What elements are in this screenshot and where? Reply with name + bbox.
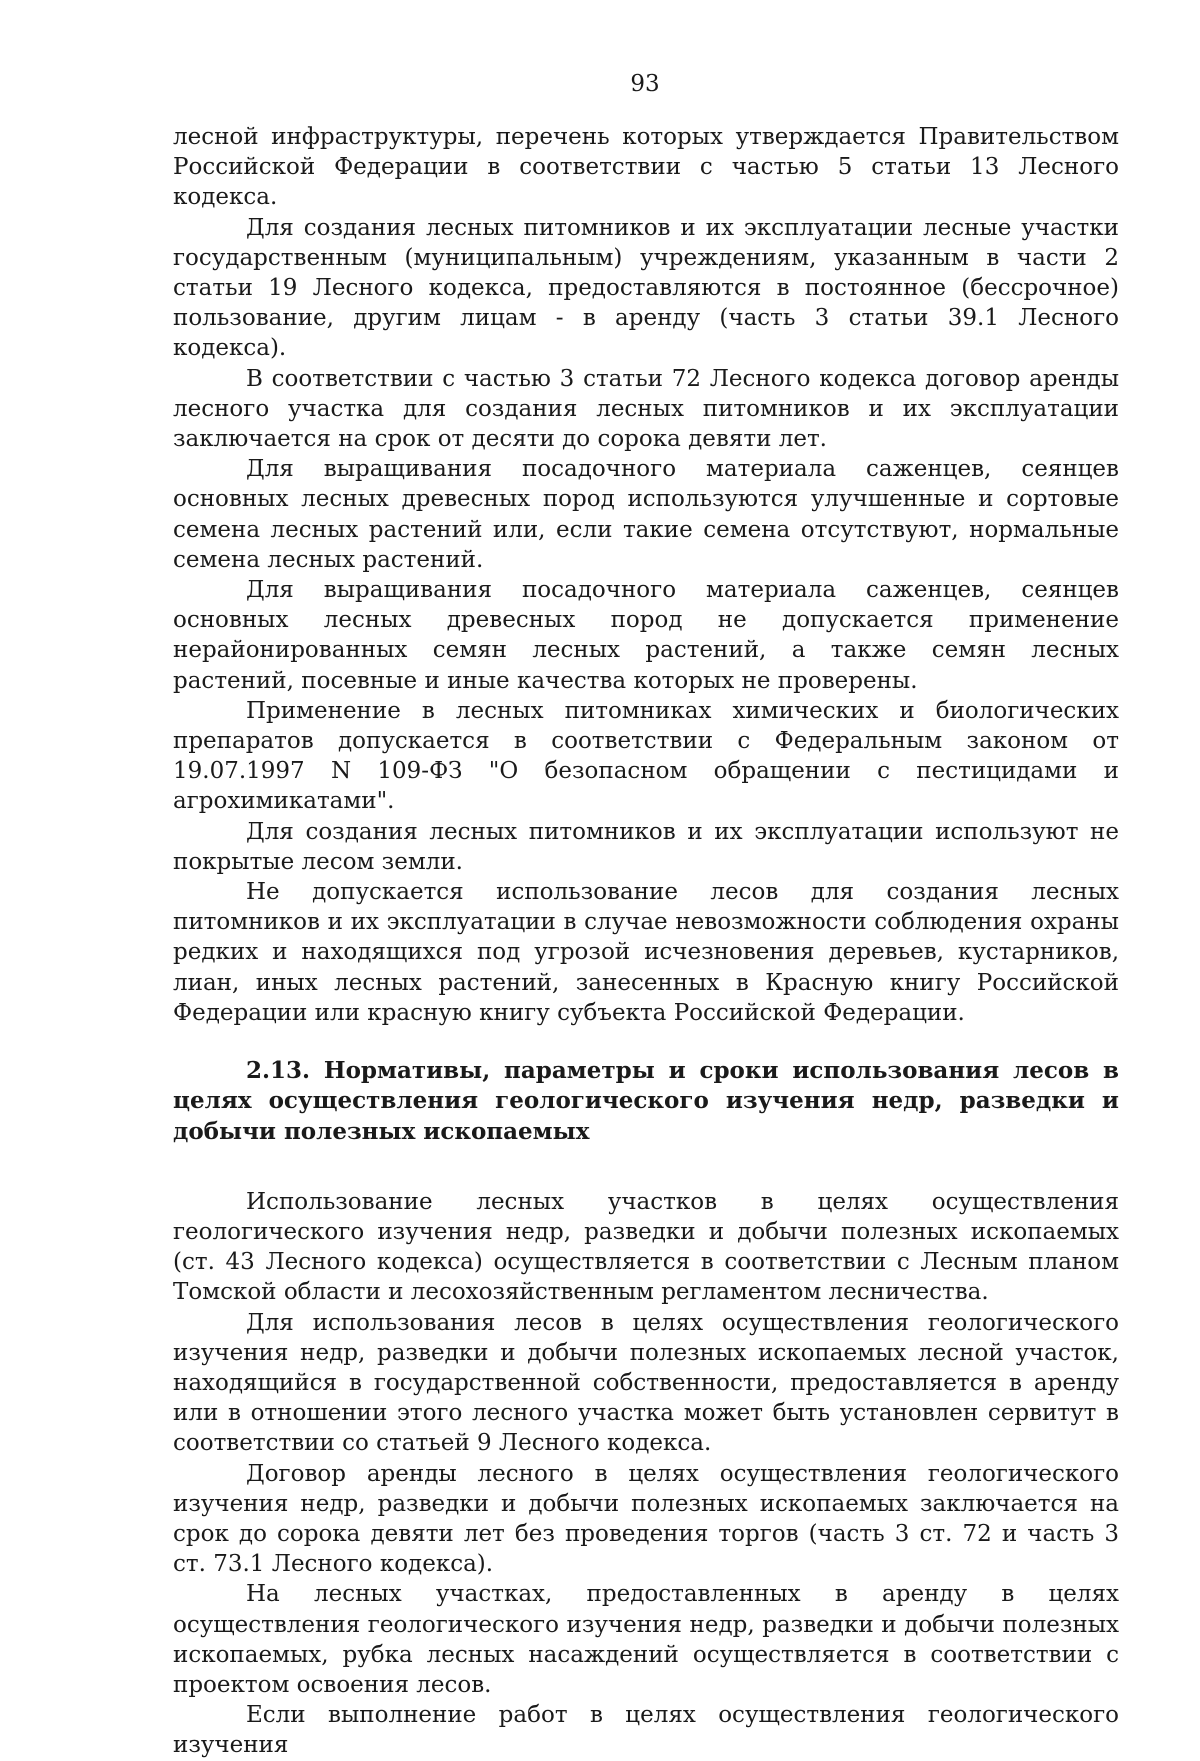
paragraph: Для выращивания посадочного материала саженцев, сеянцев основных лесных древесных пород не допускается применение нерайонированных семян лесных растений, а также семян лесных растений, посевные и иные качества которых не проверены.: [173, 577, 1119, 694]
section-heading: 2.13. Нормативы, параметры и сроки использования лесов в целях осуществления геологического изучения недр, разведки и добычи полезных ископаемых: [173, 1057, 1119, 1145]
paragraph: Применение в лесных питомниках химических и биологических препаратов допускается в соответствии с Федеральным законом от 19.07.1997 N 109-ФЗ "О безопасном обращении с пестицидами и агрохимикатами".: [173, 697, 1119, 815]
paragraph: Договор аренды лесного в целях осуществления геологического изучения недр, разведки и добычи полезных ископаемых заключается на срок до сорока девяти лет без проведения торгов (часть 3 ст. 72 и часть 3 ст. 73.1 Лесного кодекса).: [173, 1460, 1119, 1578]
paragraph: Для создания лесных питомников и их эксплуатации лесные участки государственным (муниципальным) учреждениям, указанным в части 2 статьи 19 Лесного кодекса, предоставляются в постоянное (бессрочное) пользование, другим лицам - в аренду (часть 3 статьи 39.1 Лесного кодекса).: [173, 214, 1119, 362]
paragraph: Для выращивания посадочного материала саженцев, сеянцев основных лесных древесных пород используются улучшенные и сортовые семена лесных растений или, если такие семена отсутствуют, нормальные семена лесных растений.: [173, 456, 1119, 573]
paragraph: Если выполнение работ в целях осуществления геологического изучения: [173, 1702, 1119, 1759]
paragraph: лесной инфраструктуры, перечень которых утверждается Правительством Российской Федерации в соответствии с частью 5 статьи 13 Лесного кодекса.: [173, 124, 1119, 211]
paragraph: Не допускается использование лесов для создания лесных питомников и их эксплуатации в случае невозможности соблюдения охраны редких и находящихся под угрозой исчезновения деревьев, кустарников, лиан, иных лесных растений, занесенных в Красную книгу Российской Федерации или красную книгу субъекта Российской Федерации.: [173, 879, 1119, 1026]
paragraph: Для использования лесов в целях осуществления геологического изучения недр, разведки и добычи полезных ископаемых лесной участок, находящийся в государственной собственности, предоставляется в аренду или в отношении этого лесного участка может быть установлен сервитут в соответствии со статьей 9 Лесного кодекса.: [173, 1309, 1119, 1457]
paragraph: Для создания лесных питомников и их эксплуатации используют не покрытые лесом земли.: [173, 818, 1119, 875]
paragraph: Использование лесных участков в целях осуществления геологического изучения недр, разведки и добычи полезных ископаемых (ст. 43 Лесного кодекса) осуществляется в соответствии с Лесным планом Томской области и лесохозяйственным регламентом лесничества.: [173, 1188, 1119, 1306]
paragraph: На лесных участках, предоставленных в аренду в целях осуществления геологического изучения недр, разведки и добычи полезных ископаемых, рубка лесных насаждений осуществляется в соответствии с проектом освоения лесов.: [173, 1581, 1119, 1698]
paragraph: В соответствии с частью 3 статьи 72 Лесного кодекса договор аренды лесного участка для создания лесных питомников и их эксплуатации заключается на срок от десяти до сорока девяти лет.: [173, 365, 1119, 453]
document-body: [173, 122, 1119, 1761]
page-number: 93: [630, 71, 660, 97]
